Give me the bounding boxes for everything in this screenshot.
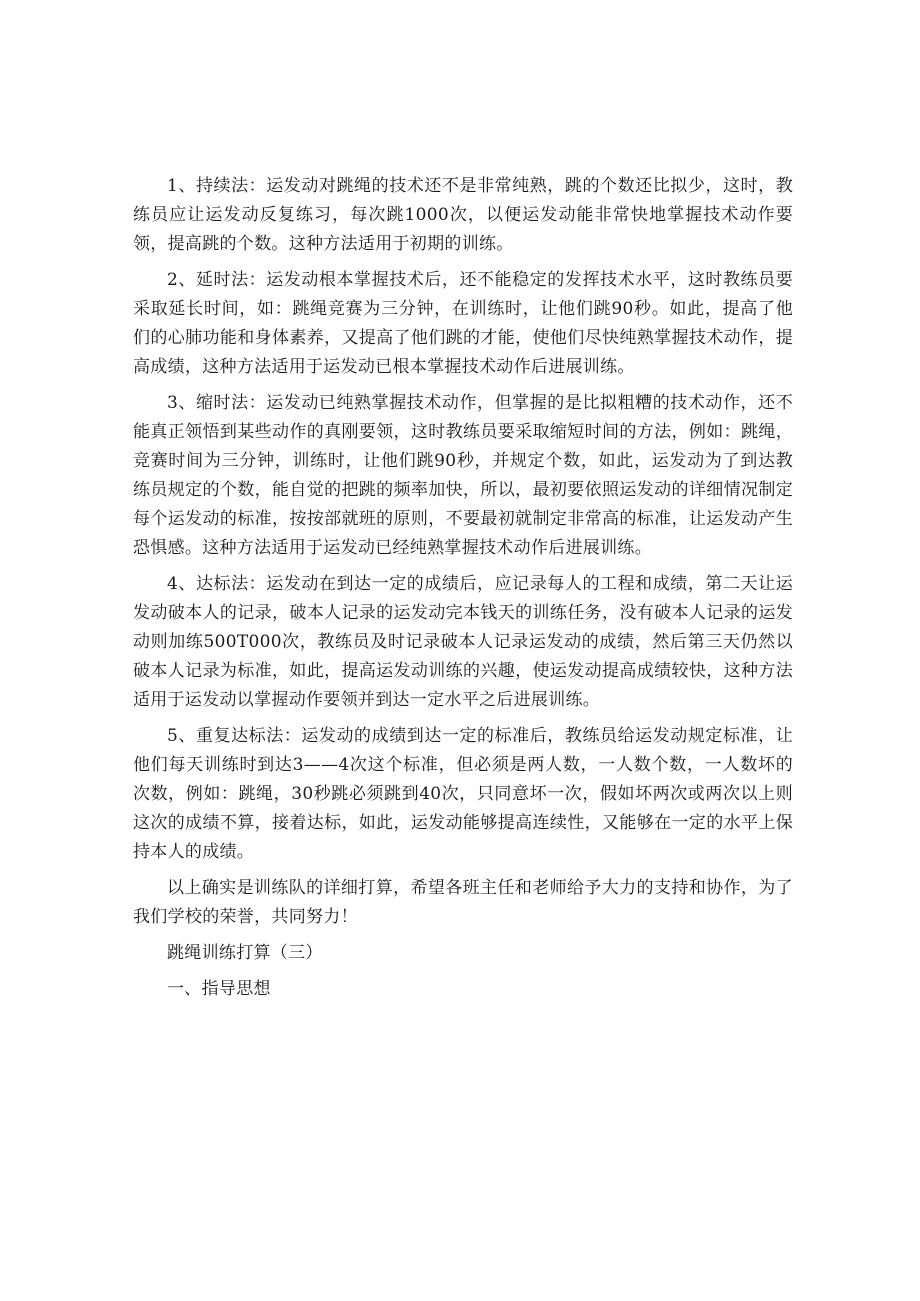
paragraph-extended-time-method: 2、延时法：运发动根本掌握技术后，还不能稳定的发挥技术水平，这时教练员要采取延长时间，如：跳绳竞赛为三分钟，在训练时，让他们跳90秒。如此，提高了他们的心肺功能和身体素养，又提高了他们跳的才能，使他们尽快纯熟掌握技术动作，提高成绩，这种方法适用于运发动已根本掌握技术动作后进展训练。	[133, 270, 793, 377]
section-title: 跳绳训练打算（三）	[167, 943, 323, 963]
subheading-guiding-ideology: 一、指导思想	[167, 979, 271, 999]
paragraph-target-method: 4、达标法：运发动在到达一定的成绩后，应记录每人的工程和成绩，第二天让运发动破本人的记录，破本人记录的运发动完本钱天的训练任务，没有破本人记录的运发动则加练500T000次，教练员及时记录破本人记录运发动的成绩，然后第三天仍然以破本人记录为标准，如此，提高运发动训练的兴趣，使运发动提高成绩较快，这种方法适用于运发动以掌握动作要领并到达一定水平之后进展训练。	[133, 574, 793, 710]
paragraph-continuous-method: 1、持续法：运发动对跳绳的技术还不是非常纯熟，跳的个数还比拟少，这时，教练员应让运发动反复练习，每次跳1000次，以便运发动能非常快地掌握技术动作要领，提高跳的个数。这种方法适用于初期的训练。	[133, 176, 793, 254]
paragraph-shortened-time-method: 3、缩时法：运发动已纯熟掌握技术动作，但掌握的是比拟粗糟的技术动作，还不能真正领悟到某些动作的真刚要领，这时教练员要采取缩短时间的方法，例如：跳绳，竞赛时间为三分钟，训练时，让他们跳90秒，并规定个数，如此，运发动为了到达教练员规定的个数，能自觉的把跳的频率加快，所以，最初要依照运发动的详细情况制定每个运发动的标准，按按部就班的原则，不要最初就制定非常高的标准，让运发动产生恐惧感。这种方法适用于运发动已经纯熟掌握技术动作后进展训练。	[133, 393, 793, 558]
document-body	[133, 172, 793, 1011]
paragraph-closing: 以上确实是训练队的详细打算，希望各班主任和老师给予大力的支持和协作，为了我们学校的荣誉，共同努力！	[133, 878, 793, 927]
paragraph-repeat-target-method: 5、重复达标法：运发动的成绩到达一定的标准后，教练员给运发动规定标准，让他们每天训练时到达3——4次这个标准，但必须是两人数，一人数个数，一人数坏的次数，例如：跳绳，30秒跳必须跳到40次，只同意坏一次，假如坏两次或两次以上则这次的成绩不算，接着达标，如此，运发动能够提高连续性，又能够在一定的水平上保持本人的成绩。	[133, 726, 793, 862]
